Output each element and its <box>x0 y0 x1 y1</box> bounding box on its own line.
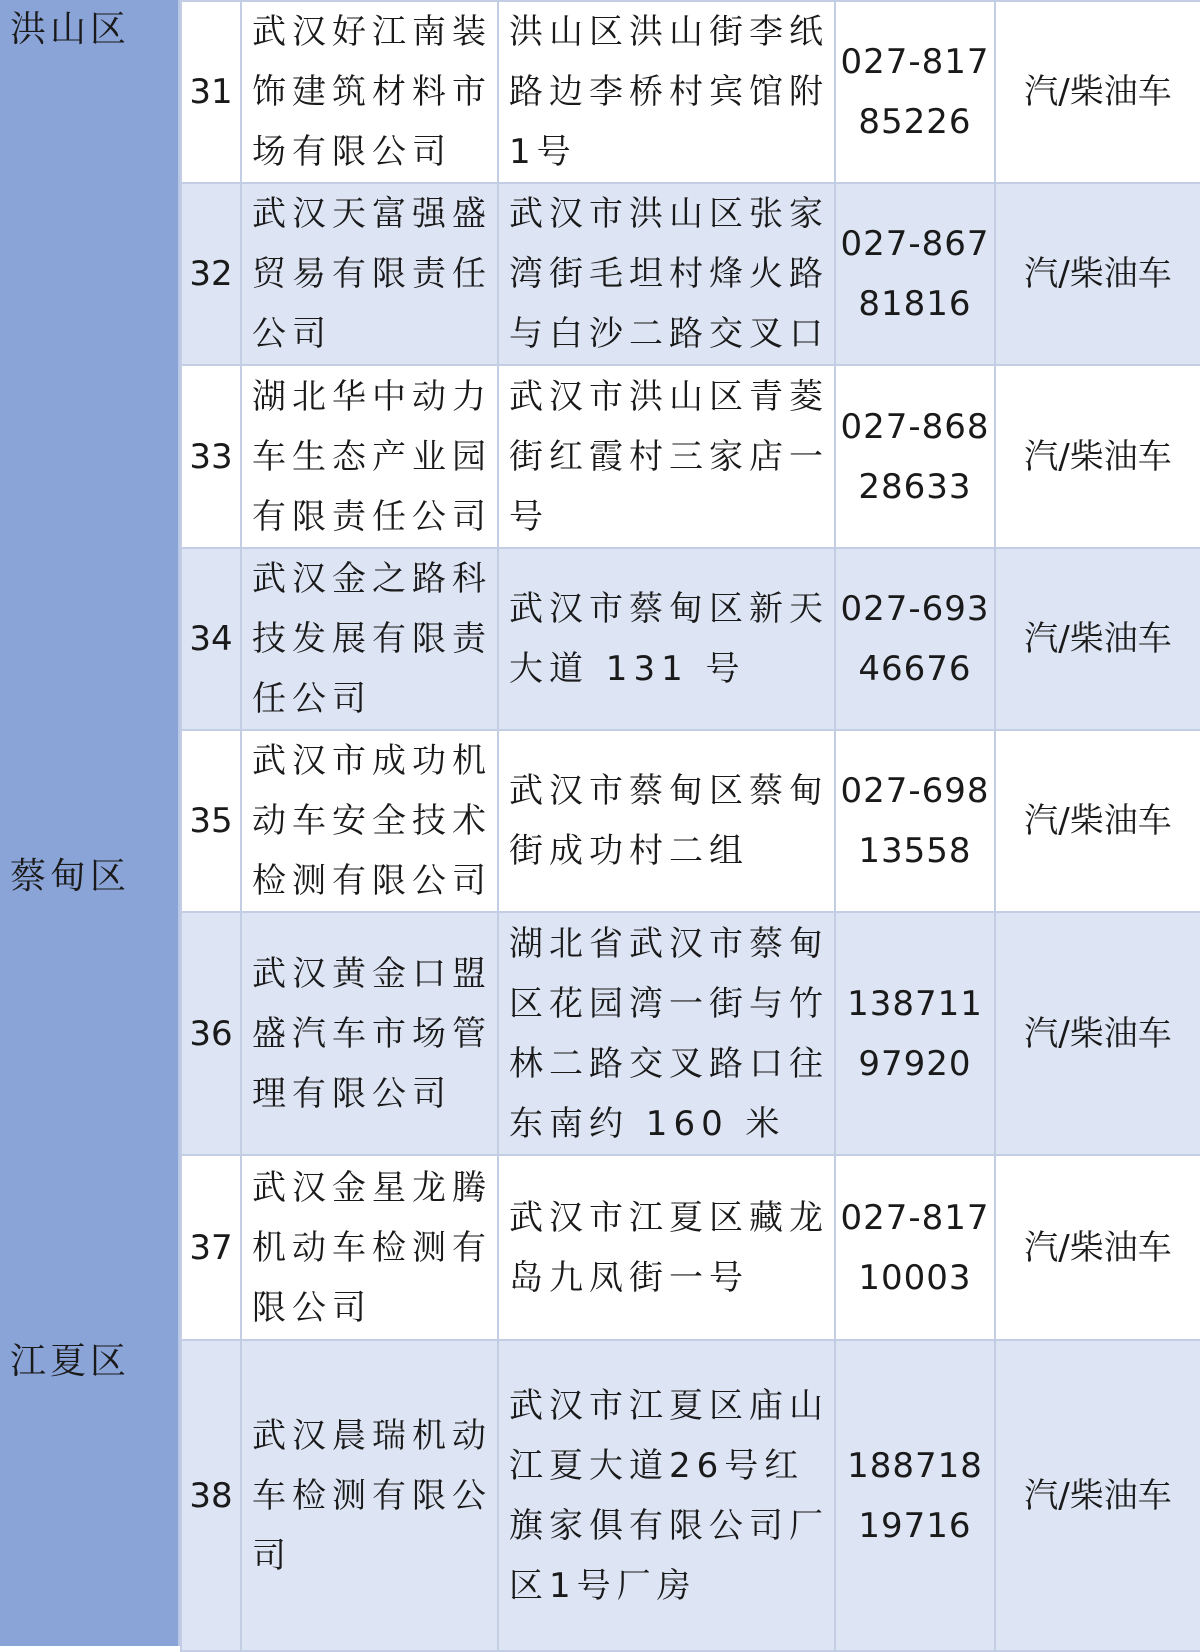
row-number: 31 <box>181 1 241 183</box>
row-number: 34 <box>181 548 241 730</box>
company-address: 武汉市洪山区张家湾街毛坦村烽火路与白沙二路交叉口 <box>498 183 835 365</box>
company-phone: 027-69346676 <box>835 548 995 730</box>
row-number: 36 <box>181 912 241 1155</box>
district-cell <box>0 545 180 1150</box>
company-phone: 027-86781816 <box>835 183 995 365</box>
vehicle-type: 汽/柴油车 <box>995 1 1200 183</box>
district-name: 蔡甸区 <box>9 856 130 897</box>
company-name: 湖北华中动力车生态产业园有限责任公司 <box>241 365 498 548</box>
table-row <box>181 1 1200 183</box>
company-address: 湖北省武汉市蔡甸区花园湾一街与竹林二路交叉路口往东南约 160 米 <box>498 912 835 1155</box>
company-name: 武汉天富强盛贸易有限责任公司 <box>241 183 498 365</box>
table-row <box>181 1155 1200 1340</box>
vehicle-type: 汽/柴油车 <box>995 1155 1200 1340</box>
vehicle-type: 汽/柴油车 <box>995 365 1200 548</box>
company-name: 武汉市成功机动车安全技术检测有限公司 <box>241 730 498 912</box>
company-phone: 027-86828633 <box>835 365 995 548</box>
table-row <box>181 730 1200 912</box>
company-phone: 027-81785226 <box>835 1 995 183</box>
company-address: 武汉市蔡甸区蔡甸街成功村二组 <box>498 730 835 912</box>
district-name: 江夏区 <box>9 1341 130 1382</box>
company-address: 武汉市蔡甸区新天大道 131 号 <box>498 548 835 730</box>
company-address: 武汉市江夏区庙山江夏大道26号红旗家俱有限公司厂区1号厂房 <box>498 1340 835 1651</box>
company-name: 武汉金之路科技发展有限责任公司 <box>241 548 498 730</box>
vehicle-type: 汽/柴油车 <box>995 912 1200 1155</box>
table-row <box>181 365 1200 548</box>
inspection-station-table <box>180 0 1200 1652</box>
row-number: 37 <box>181 1155 241 1340</box>
company-address: 武汉市洪山区青菱街红霞村三家店一号 <box>498 365 835 548</box>
district-cell <box>0 1150 180 1646</box>
row-number: 33 <box>181 365 241 548</box>
vehicle-type: 汽/柴油车 <box>995 730 1200 912</box>
vehicle-type: 汽/柴油车 <box>995 1340 1200 1651</box>
company-name: 武汉黄金口盟盛汽车市场管理有限公司 <box>241 912 498 1155</box>
table-row <box>181 912 1200 1155</box>
table-row <box>181 548 1200 730</box>
table-row <box>181 1340 1200 1651</box>
company-address: 武汉市江夏区藏龙岛九凤街一号 <box>498 1155 835 1340</box>
company-address: 洪山区洪山街李纸路边李桥村宾馆附1号 <box>498 1 835 183</box>
company-phone: 18871819716 <box>835 1340 995 1651</box>
vehicle-type: 汽/柴油车 <box>995 183 1200 365</box>
company-name: 武汉好江南装饰建筑材料市场有限公司 <box>241 1 498 183</box>
row-number: 35 <box>181 730 241 912</box>
company-name: 武汉晨瑞机动车检测有限公司 <box>241 1340 498 1651</box>
company-phone: 13871197920 <box>835 912 995 1155</box>
row-number: 38 <box>181 1340 241 1651</box>
row-number: 32 <box>181 183 241 365</box>
table-row <box>181 183 1200 365</box>
district-name: 洪山区 <box>9 9 130 50</box>
district-cell <box>0 0 180 545</box>
company-phone: 027-69813558 <box>835 730 995 912</box>
vehicle-type: 汽/柴油车 <box>995 548 1200 730</box>
company-phone: 027-81710003 <box>835 1155 995 1340</box>
company-name: 武汉金星龙腾机动车检测有限公司 <box>241 1155 498 1340</box>
